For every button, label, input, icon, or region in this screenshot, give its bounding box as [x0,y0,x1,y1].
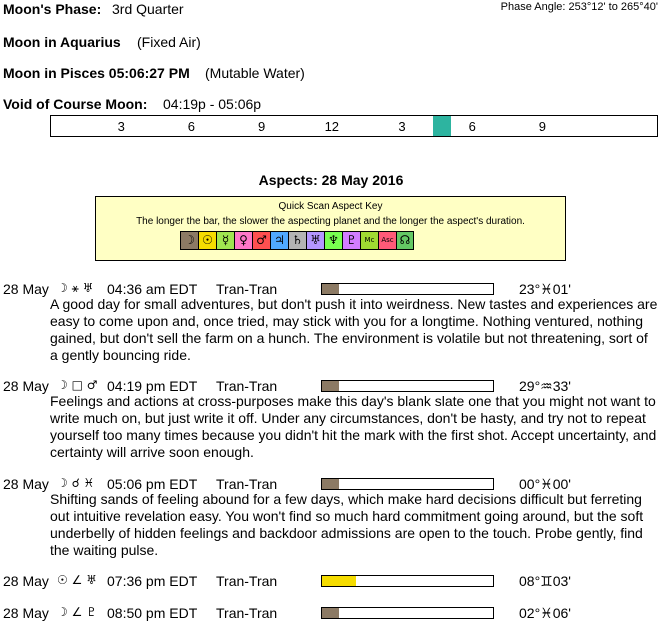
neptune-icon: ♆ [324,231,342,250]
aspect-duration-bar [321,283,494,295]
moon-icon: ☽ [180,231,198,250]
aspect-time: 05:06 pm EDT [107,476,198,492]
aspect-symbols: ☉ ∠ ♅ [57,573,97,587]
timeline-hour-label: 3 [398,119,406,134]
key-planet-cells [180,231,414,250]
aspect-position: 29°♒33' [519,378,571,394]
aspect-date: 28 May [3,281,49,297]
void-of-course-timeline [50,115,658,137]
aspect-duration-bar [321,478,494,490]
aspect-type: Tran-Tran [216,281,278,297]
aspect-time: 08:50 pm EDT [107,605,198,621]
key-subtitle: The longer the bar, the slower the aspecting planet and the longer the aspect's duration. [136,216,525,227]
timeline-hour-label: 9 [257,119,266,134]
aspect-symbols: ☽ ☌ ♓ [57,476,95,490]
aspect-position: 00°♓00' [519,476,571,492]
aspect-row [3,573,658,590]
moon-in-sign-2-value: (Mutable Water) [205,65,305,81]
jupiter-icon: ♃ [270,231,288,250]
uranus-icon: ♅ [306,231,324,250]
aspect-symbols: ☽ ⚹ ♅ [57,281,94,295]
aspect-duration-fill [322,284,339,294]
aspect-time: 04:36 am EDT [107,281,198,297]
aspect-time: 04:19 pm EDT [107,378,198,394]
moon-in-sign-2-label: Moon in Pisces 05:06:27 PM [3,65,190,81]
aspect-description: A good day for small adventures, but don't push it into weirdness. New tastes and experiences are easy to come upon and, once tried, may stick with you for a longtime. Nothing ventured, nothing gained, but don't sell the farm on a hunch. The environment is volatile but not threatening, sort of a gently bouncing ride. [50,296,658,363]
aspect-duration-fill [322,381,339,391]
aspect-description: Shifting sands of feeling abound for a few days, which make hard decisions difficult but ferreting out intuitive revelation easy. You won't find so much hard commitment going around, but the soft underbelly of hidden feelings and backdoor admissions are open to the touch. Probe gently, find the waiting pulse. [50,491,644,558]
aspect-type: Tran-Tran [216,573,278,589]
aspect-duration-bar [321,380,494,392]
aspects-title: Aspects: 28 May 2016 [258,172,404,188]
node-icon: ☊ [396,231,414,250]
aspect-type: Tran-Tran [216,605,278,621]
aspect-type: Tran-Tran [216,476,278,492]
timeline-hour-label: 12 [324,119,340,134]
aspect-position: 02°♓06' [519,605,571,621]
aspect-date: 28 May [3,476,49,492]
mars-icon: ♂ [252,231,270,250]
aspect-date: 28 May [3,605,49,621]
ascendant-icon: Asc [378,231,396,250]
timeline-hour-label: 6 [468,119,476,134]
sun-icon: ☉ [198,231,216,250]
timeline-hour-label: 3 [117,119,125,134]
quick-scan-aspect-key [95,196,566,261]
aspect-symbols: ☽ ∠ ♇ [57,605,97,619]
mercury-icon: ☿ [216,231,234,250]
saturn-icon: ♄ [288,231,306,250]
aspect-row [3,605,658,622]
moon-phase-value: 3rd Quarter [112,1,184,17]
void-of-course-value: 04:19p - 05:06p [163,96,262,112]
aspect-duration-bar [321,575,494,587]
aspect-type: Tran-Tran [216,378,278,394]
timeline-hour-label: 6 [187,119,196,134]
void-of-course-highlight [433,116,451,136]
aspect-description: Feelings and actions at cross-purposes make this day's blank slate one that you might not want to write much on, but just write it off. Under any circumstances, don't be hasty, and try not to repeat yourself too many times because you didn't hit the mark with the first shot. Accept uncertainty, and certainty will arrive soon enough. [50,393,657,460]
moon-in-sign-1-value: (Fixed Air) [137,34,201,50]
aspect-date: 28 May [3,378,49,394]
timeline-hour-label: 9 [538,119,547,134]
void-of-course-label: Void of Course Moon: [3,96,148,112]
aspect-date: 28 May [3,573,49,589]
moon-phase-label: Moon's Phase: [3,1,102,17]
aspect-duration-bar [321,607,494,619]
pluto-icon: ♇ [342,231,360,250]
phase-angle: Phase Angle: 253°12' to 265°40' [500,1,658,13]
key-title: Quick Scan Aspect Key [278,201,383,212]
aspect-position: 23°♓01' [519,281,571,297]
aspect-time: 07:36 pm EDT [107,573,198,589]
aspect-duration-fill [322,479,339,489]
aspect-duration-fill [322,576,356,586]
aspect-duration-fill [322,608,339,618]
midheaven-icon: Mc [360,231,378,250]
moon-in-sign-1-label: Moon in Aquarius [3,34,121,50]
aspect-position: 08°♊03' [519,573,571,589]
venus-icon: ♀ [234,231,252,250]
aspect-symbols: ☽ □ ♂ [57,378,98,392]
